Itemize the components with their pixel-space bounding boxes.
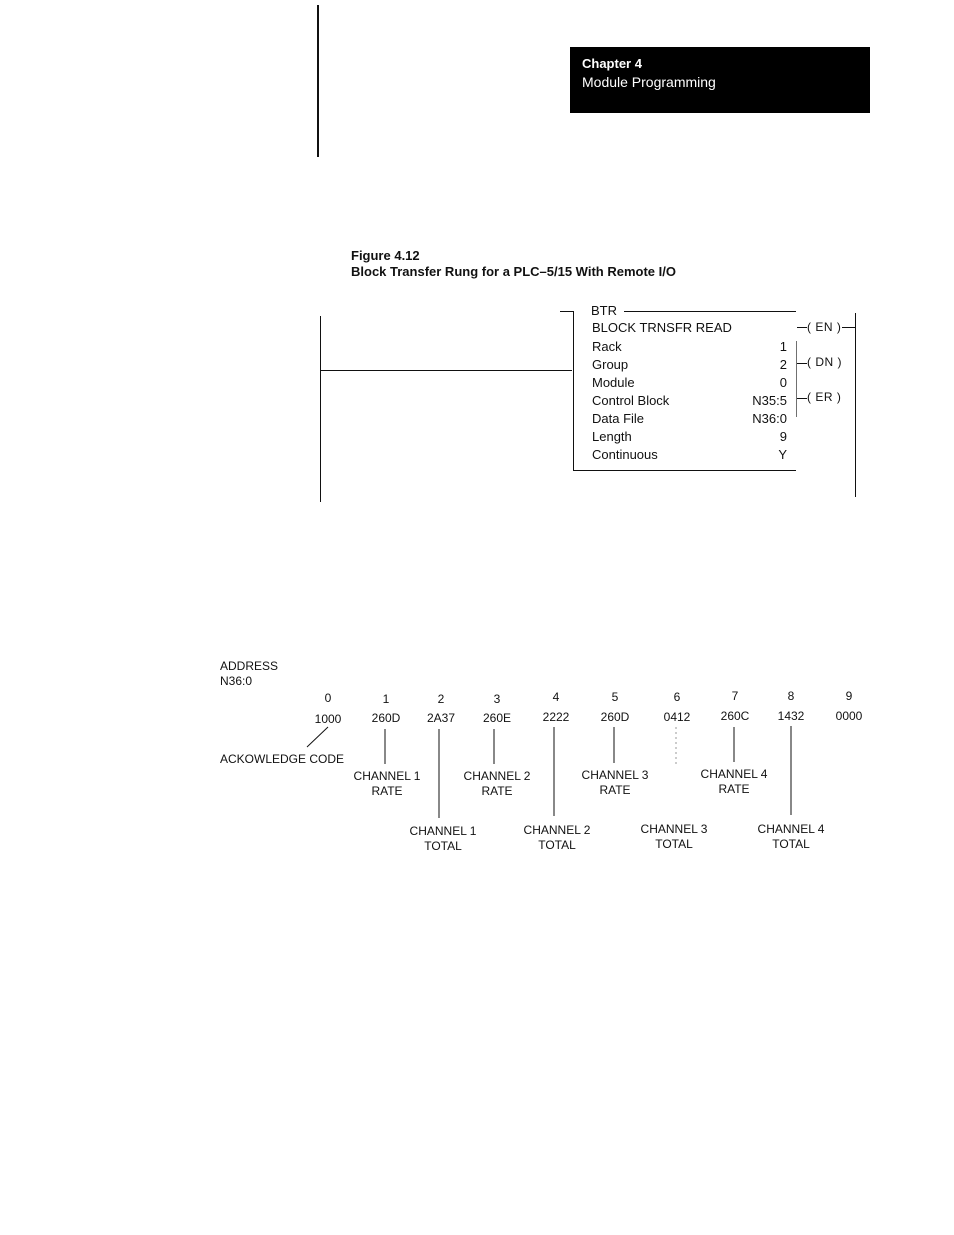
word-value: 1000 xyxy=(314,712,342,726)
btr-label-rack: Rack xyxy=(592,339,622,354)
word-value: 260E xyxy=(482,711,512,725)
btr-label-module: Module xyxy=(592,375,635,390)
word-index: 9 xyxy=(845,689,853,703)
channel-2-rate-caption: CHANNEL 2 RATE xyxy=(463,769,531,798)
btr-value-rack: 1 xyxy=(779,339,787,354)
word-index: 7 xyxy=(731,689,739,703)
btr-label-control-block: Control Block xyxy=(592,393,670,408)
en-coil: ( EN ) xyxy=(807,320,842,334)
word-value: 260D xyxy=(371,711,401,725)
btr-value-module: 0 xyxy=(779,375,787,390)
word-value: 260D xyxy=(600,710,630,724)
word-index: 5 xyxy=(611,690,619,704)
word-value: 2222 xyxy=(542,710,570,724)
btr-name: BLOCK TRNSFR READ xyxy=(592,320,732,335)
chapter-title: Module Programming xyxy=(582,74,716,90)
word-index: 2 xyxy=(437,692,445,706)
channel-4-rate-caption: CHANNEL 4 RATE xyxy=(700,767,768,796)
btr-label-data-file: Data File xyxy=(592,411,645,426)
word-index: 0 xyxy=(324,691,332,705)
address-value: N36:0 xyxy=(220,674,253,688)
word-value: 0000 xyxy=(835,709,863,723)
btr-value-data-file: N36:0 xyxy=(752,411,787,426)
word-index: 4 xyxy=(552,690,560,704)
word-value: 0412 xyxy=(663,710,691,724)
channel-2-total-caption: CHANNEL 2 TOTAL xyxy=(523,823,591,852)
btr-label-continuous: Continuous xyxy=(592,447,658,462)
btr-value-group: 2 xyxy=(779,357,787,372)
word-value: 1432 xyxy=(777,709,805,723)
word-index: 1 xyxy=(382,692,390,706)
figure-title: Block Transfer Rung for a PLC–5/15 With Remote I/O xyxy=(351,264,676,279)
btr-mnemonic: BTR xyxy=(591,303,617,318)
channel-4-total-caption: CHANNEL 4 TOTAL xyxy=(757,822,825,851)
channel-3-rate-caption: CHANNEL 3 RATE xyxy=(581,768,649,797)
leader-ack xyxy=(307,727,328,747)
btr-value-length: 9 xyxy=(779,429,787,444)
figure-number: Figure 4.12 xyxy=(351,248,420,263)
channel-1-total-caption: CHANNEL 1 TOTAL xyxy=(409,824,477,853)
btr-label-group: Group xyxy=(592,357,629,372)
btr-value-continuous: Y xyxy=(778,447,787,462)
channel-3-total-caption: CHANNEL 3 TOTAL xyxy=(640,822,708,851)
btr-label-length: Length xyxy=(592,429,632,444)
channel-1-rate-caption: CHANNEL 1 RATE xyxy=(353,769,421,798)
word-index: 3 xyxy=(493,692,501,706)
word-value: 2A37 xyxy=(426,711,456,725)
btr-value-control-block: N35:5 xyxy=(752,393,787,408)
word-value: 260C xyxy=(720,709,750,723)
word-index: 8 xyxy=(787,689,795,703)
chapter-number: Chapter 4 xyxy=(582,56,642,71)
word-index: 6 xyxy=(673,690,681,704)
address-heading: ADDRESS xyxy=(220,659,279,673)
er-coil: ( ER ) xyxy=(807,390,842,404)
acknowledge-code-label: ACKOWLEDGE CODE xyxy=(220,752,345,766)
dn-coil: ( DN ) xyxy=(807,355,842,369)
